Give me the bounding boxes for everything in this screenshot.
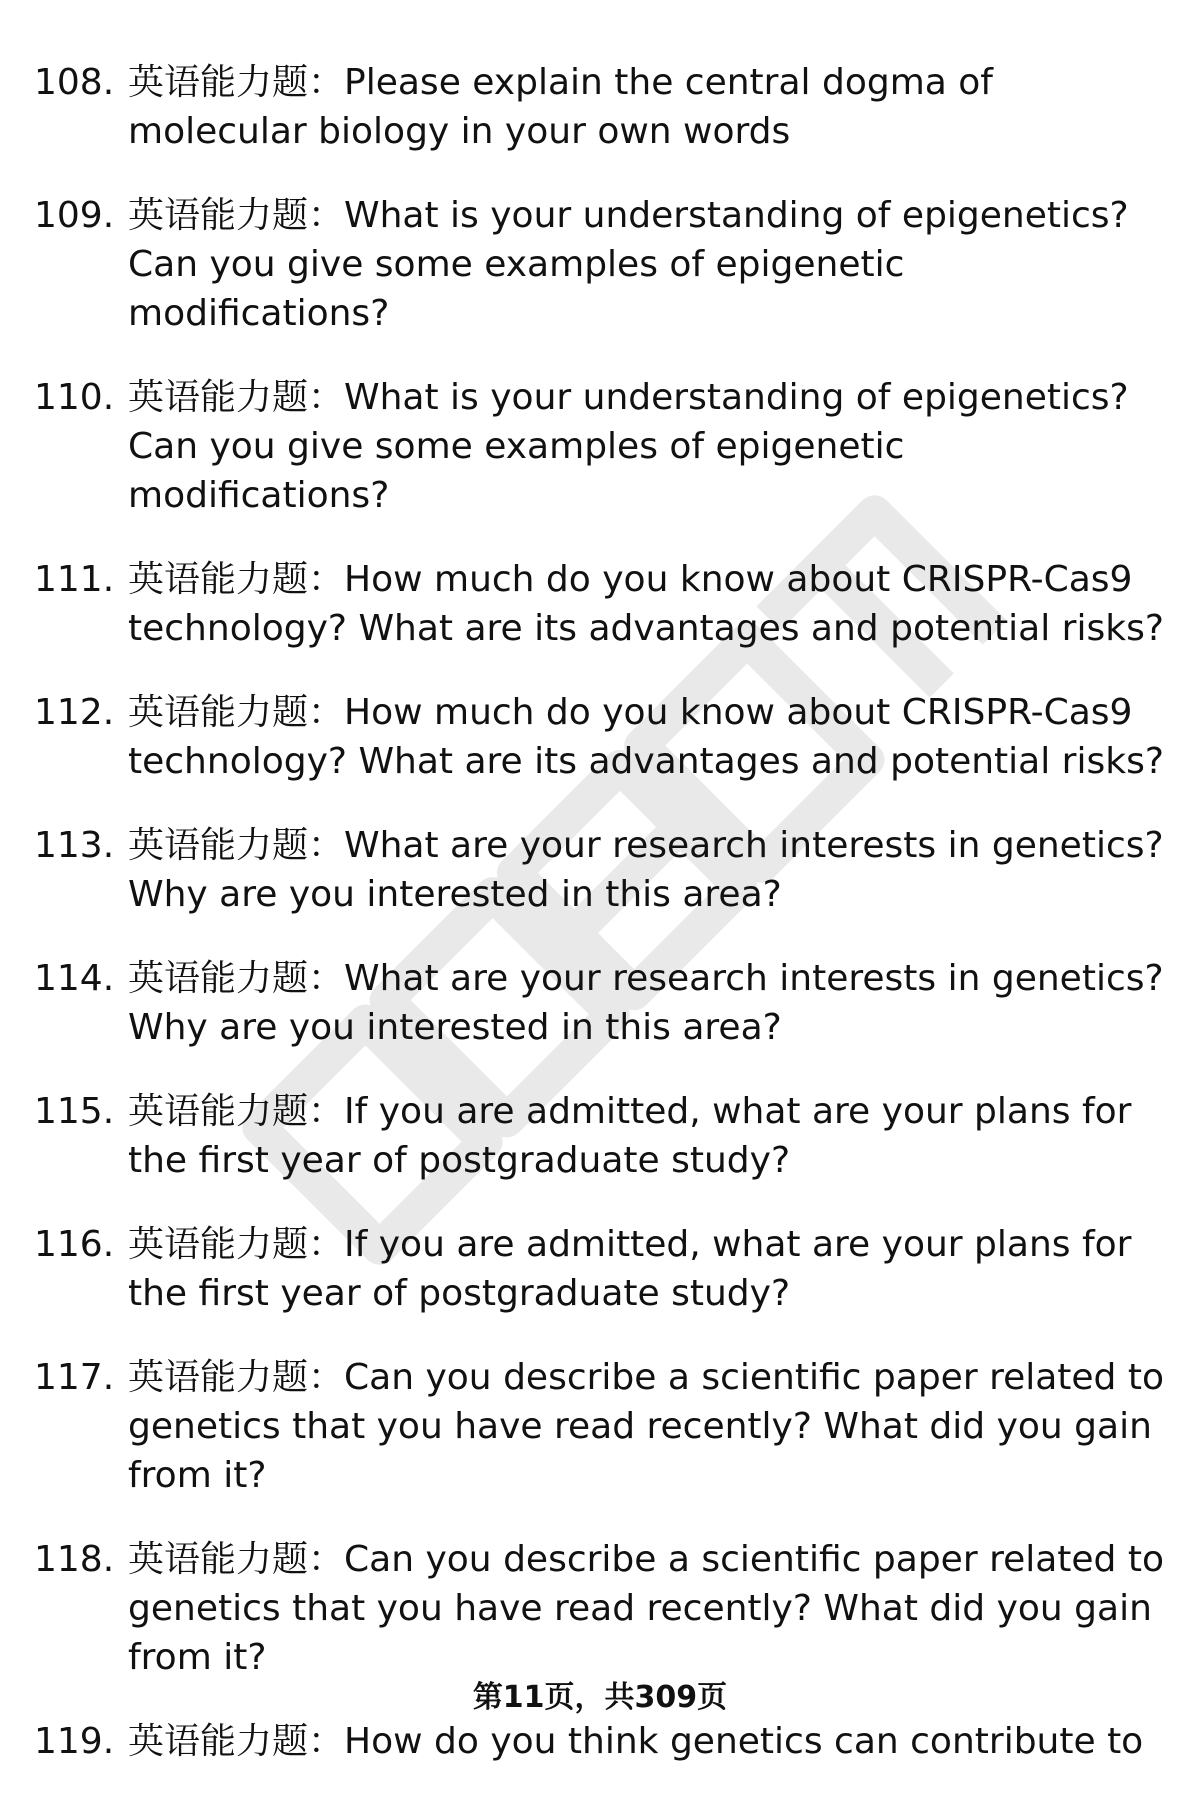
question-text: How much do you know about CRISPR-Cas9 technology? What are its advantages and potential risks? (128, 559, 1164, 649)
list-item (34, 1220, 1174, 1318)
question-text: Can you describe a scientific paper related to genetics that you have read recently? What did you gain from it? (128, 1539, 1164, 1678)
question-number: 108. (34, 62, 115, 103)
question-number: 109. (34, 195, 115, 236)
question-text: If you are admitted, what are your plans for the first year of postgraduate study? (128, 1224, 1132, 1314)
question-tag: 英语能力题： (128, 958, 345, 999)
question-tag: 英语能力题： (128, 692, 345, 733)
question-number: 115. (34, 1091, 115, 1132)
question-tag: 英语能力题： (128, 1721, 345, 1762)
question-number: 112. (34, 692, 115, 733)
question-tag: 英语能力题： (128, 1539, 345, 1580)
question-tag: 英语能力题： (128, 1224, 345, 1265)
list-item (34, 688, 1174, 786)
list-item (34, 1353, 1174, 1500)
question-text: If you are admitted, what are your plans for the first year of postgraduate study? (128, 1091, 1132, 1181)
question-tag: 英语能力题： (128, 559, 345, 600)
question-number: 113. (34, 825, 115, 866)
question-tag: 英语能力题： (128, 1091, 345, 1132)
question-text: What is your understanding of epigenetics? Can you give some examples of epigenetic modifications? (128, 195, 1129, 334)
question-number: 119. (34, 1721, 115, 1762)
question-tag: 英语能力题： (128, 1357, 345, 1398)
list-item (34, 373, 1174, 520)
question-text: What is your understanding of epigenetics? Can you give some examples of epigenetic modifications? (128, 377, 1129, 516)
list-item (34, 1717, 1174, 1766)
question-number: 111. (34, 559, 115, 600)
list-item (34, 954, 1174, 1052)
question-tag: 英语能力题： (128, 62, 345, 103)
question-list (34, 58, 1174, 1801)
page-number-footer: 第11页，共309页 (472, 1680, 728, 1715)
list-item (34, 1087, 1174, 1185)
question-number: 117. (34, 1357, 115, 1398)
list-item (34, 1535, 1174, 1682)
list-item (34, 555, 1174, 653)
question-text: What are your research interests in genetics? Why are you interested in this area? (128, 958, 1164, 1048)
question-text: What are your research interests in genetics? Why are you interested in this area? (128, 825, 1164, 915)
question-text: How do you think genetics can contribute to (344, 1721, 1144, 1762)
question-number: 118. (34, 1539, 115, 1580)
question-number: 110. (34, 377, 115, 418)
question-text: Can you describe a scientific paper related to genetics that you have read recently? What did you gain from it? (128, 1357, 1164, 1496)
list-item (34, 821, 1174, 919)
list-item (34, 191, 1174, 338)
question-text: How much do you know about CRISPR-Cas9 technology? What are its advantages and potential risks? (128, 692, 1164, 782)
question-tag: 英语能力题： (128, 825, 345, 866)
question-number: 116. (34, 1224, 115, 1265)
question-tag: 英语能力题： (128, 377, 345, 418)
question-tag: 英语能力题： (128, 195, 345, 236)
question-text: Please explain the central dogma of molecular biology in your own words (128, 62, 993, 152)
list-item (34, 58, 1174, 156)
question-number: 114. (34, 958, 115, 999)
